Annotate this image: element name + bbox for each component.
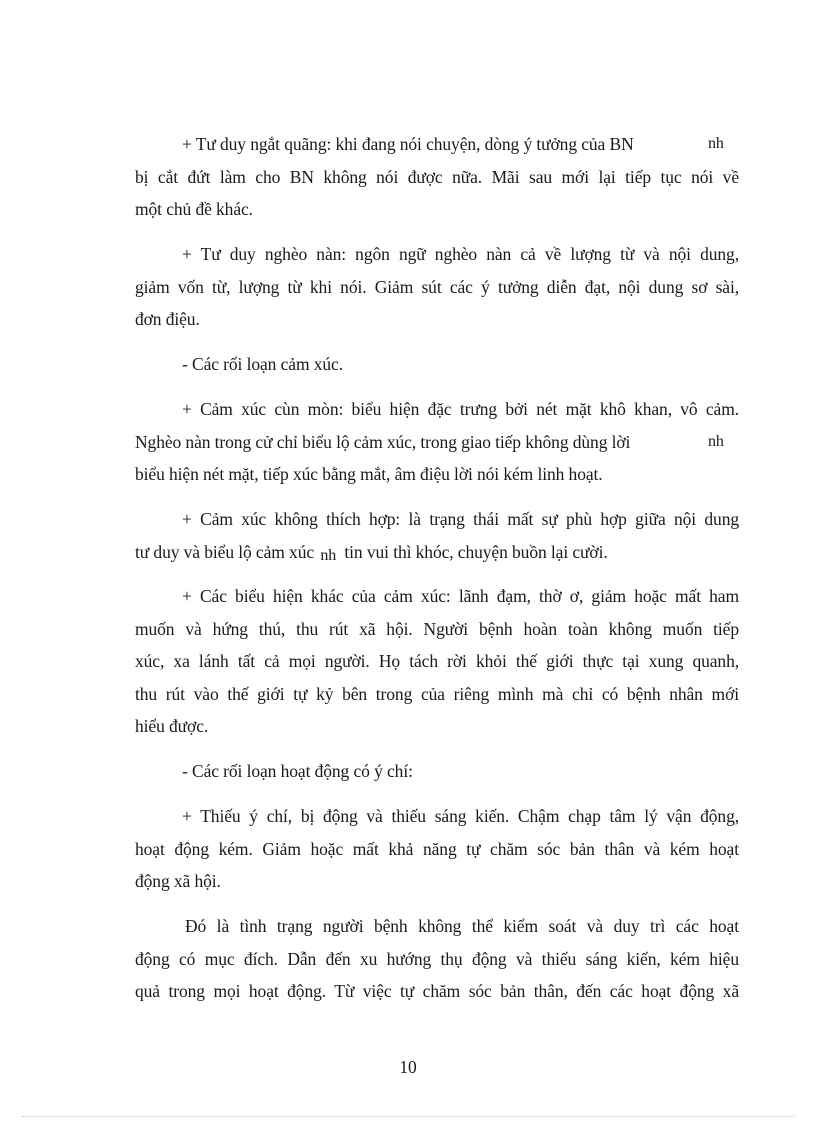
paragraph-6-line-3: động xã hội. [135,871,221,891]
paragraph-7-line-1: Đó là tình trạng người bệnh không thể kiểm soát và duy trì các hoạt [185,916,739,936]
paragraph-5-line-3: xúc, xa lánh tất cả mọi người. Họ tách rời khỏi thế giới thực tại xung quanh, [135,651,739,671]
paragraph-1-line-3: một chủ đề khác. [135,199,253,219]
paragraph-1-line-2: bị cắt đứt làm cho BN không nói được nữa. Mãi sau mới lại tiếp tục nói về [135,166,739,187]
paragraph-7-line-2: động có mục đích. Dẫn đến xu hướng thụ động và thiếu sáng kiến, kém hiệu [135,948,739,969]
page-bottom-dotted-rule [22,1116,794,1117]
page-number: 10 [399,1057,417,1077]
section-heading-volition-disorders: - Các rối loạn hoạt động có ý chí: [182,761,413,781]
paragraph-2-line-3: đơn điệu. [135,309,200,329]
paragraph-3-line-3: biểu hiện nét mặt, tiếp xúc bằng mắt, âm điệu lời nói kém linh hoạt. [135,464,603,484]
paragraph-6-line-2: hoạt động kém. Giảm hoặc mất khả năng tự chăm sóc bản thân và kém hoạt [135,838,739,859]
margin-mark: nh [708,135,724,152]
paragraph-4-line-1: + Cảm xúc không thích hợp: là trạng thái mất sự phù hợp giữa nội dung [182,509,739,529]
paragraph-6-line-1: + Thiếu ý chí, bị động và thiếu sáng kiến. Chậm chạp tâm lý vận động, [182,806,739,826]
margin-mark: nh [708,433,724,450]
paragraph-5-line-4: thu rút vào thế giới tự kỷ bên trong của riêng mình mà chỉ có bệnh nhân mới [135,683,739,704]
paragraph-2-line-2: giảm vốn từ, lượng từ khi nói. Giảm sút các ý tưởng diễn đạt, nội dung sơ sài, [135,276,739,297]
paragraph-3-line-2: Nghèo nàn trong cử chỉ biểu lộ cảm xúc, trong giao tiếp không dùng lời [135,431,631,452]
paragraph-3-line-1: + Cảm xúc cùn mòn: biểu hiện đặc trưng bởi nét mặt khô khan, vô cảm. [182,399,739,419]
section-heading-emotional-disorders: - Các rối loạn cảm xúc. [182,354,343,374]
paragraph-5-line-2: muốn và hứng thú, thu rút xã hội. Người bệnh hoàn toàn không muốn tiếp [135,618,739,639]
paragraph-4-line-2: tư duy và biểu lộ cảm xúc nh tin vui thì khóc, chuyện buồn lại cười. [135,541,608,564]
paragraph-5-line-5: hiểu được. [135,716,209,736]
paragraph-5-line-1: + Các biểu hiện khác của cảm xúc: lãnh đạm, thờ ơ, giảm hoặc mất ham [182,586,739,606]
paragraph-7-line-3: quả trong mọi hoạt động. Từ việc tự chăm sóc bản thân, đến các hoạt động xã [135,981,739,1001]
paragraph-1-line-1: + Tư duy ngắt quãng: khi đang nói chuyện, dòng ý tưởng của BN [182,134,634,154]
paragraph-2-line-1: + Tư duy nghèo nàn: ngôn ngữ nghèo nàn cả về lượng từ và nội dung, [182,244,739,264]
margin-mark: nh [320,546,337,564]
